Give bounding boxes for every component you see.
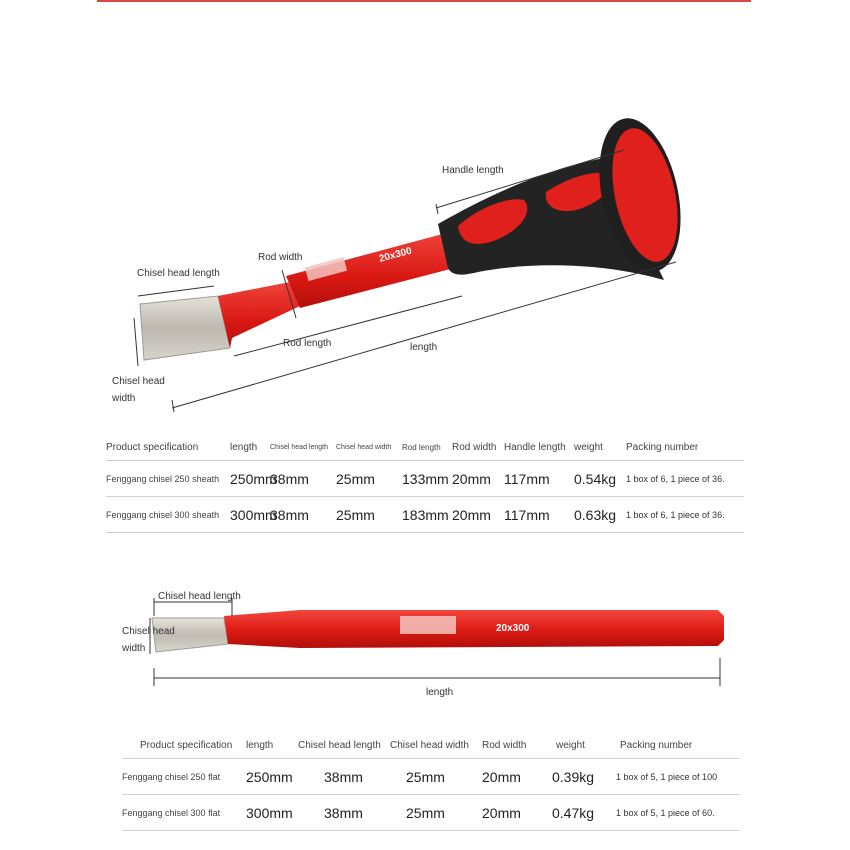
header-rod-width: Rod width [452, 441, 497, 453]
cell-handle-length: 117mm [504, 506, 550, 523]
table-header-row [106, 434, 744, 461]
label-chisel-head-width-2-line2: width [122, 643, 146, 654]
cell-weight: 0.63kg [574, 506, 617, 523]
cell-rod-width: 20mm [482, 768, 521, 785]
cell-product-name: Fenggang chisel 300 flat [122, 807, 221, 818]
sheath-chisel-drawing [140, 111, 693, 360]
sheath-spec-table [106, 434, 744, 533]
cell-head-length: 38mm [270, 470, 309, 487]
label-chisel-head-length-2: Chisel head length [158, 591, 241, 602]
cell-packing: 1 box of 5, 1 piece of 100 [616, 771, 718, 782]
label-chisel-head-width-2-line1: Chisel head [122, 626, 175, 637]
cell-product-name: Fenggang chisel 300 sheath [106, 509, 220, 520]
header-product-specification: Product specification [140, 739, 233, 751]
cell-length: 300mm [230, 506, 277, 523]
cell-handle-length: 117mm [504, 470, 550, 487]
cell-weight: 0.54kg [574, 470, 617, 487]
header-length: length [246, 739, 274, 751]
label-rod-width: Rod width [258, 252, 303, 263]
label-handle-length: Handle length [442, 165, 504, 176]
label-chisel-head-width-line2: width [112, 393, 136, 404]
cell-rod-width: 20mm [452, 470, 491, 487]
cell-packing: 1 box of 6, 1 piece of 36. [626, 509, 725, 520]
rod-marking-2: 20x300 [496, 623, 530, 634]
header-chisel-head-length: Chisel head length [298, 739, 381, 751]
label-length-2: length [426, 687, 454, 698]
cell-weight: 0.39kg [552, 768, 595, 785]
header-weight: weight [574, 441, 603, 453]
cell-head-length: 38mm [324, 804, 363, 821]
header-packing-number: Packing number [620, 739, 693, 751]
cell-head-width: 25mm [336, 506, 375, 523]
cell-rod-length: 183mm [402, 506, 449, 523]
cell-packing: 1 box of 5, 1 piece of 60. [616, 807, 715, 818]
cell-length: 250mm [230, 470, 277, 487]
header-rod-length: Rod length [402, 442, 441, 452]
cell-packing: 1 box of 6, 1 piece of 36. [626, 473, 725, 484]
label-rod-length: Rod length [283, 338, 332, 349]
rod-marking-1: 20x300 [377, 245, 414, 265]
label-chisel-head-length: Chisel head length [137, 268, 220, 279]
header-length: length [230, 441, 258, 453]
table-row [122, 759, 740, 795]
blurred-logo-2 [400, 616, 456, 634]
table-row [122, 795, 740, 831]
cell-length: 250mm [246, 768, 293, 785]
cell-rod-width: 20mm [452, 506, 491, 523]
header-packing-number: Packing number [626, 441, 699, 453]
header-chisel-head-length: Chisel head length [270, 443, 328, 451]
label-length: length [410, 342, 438, 353]
cell-head-width: 25mm [406, 768, 445, 785]
cell-head-length: 38mm [324, 768, 363, 785]
label-chisel-head-width-line1: Chisel head [112, 376, 165, 387]
cell-product-name: Fenggang chisel 250 flat [122, 771, 221, 782]
header-handle-length: Handle length [504, 441, 566, 453]
cell-rod-length: 133mm [402, 470, 449, 487]
cell-length: 300mm [246, 804, 293, 821]
table-row [106, 461, 744, 497]
cell-head-width: 25mm [336, 470, 375, 487]
cell-rod-width: 20mm [482, 804, 521, 821]
flat-chisel-rod [224, 610, 724, 648]
cell-product-name: Fenggang chisel 250 sheath [106, 473, 220, 484]
header-rod-width: Rod width [482, 739, 527, 751]
flat-spec-table [122, 732, 740, 831]
header-product-specification: Product specification [106, 441, 199, 453]
chisel-steel-head [140, 296, 230, 360]
table-row [106, 497, 744, 533]
cell-head-length: 38mm [270, 506, 309, 523]
header-chisel-head-width: Chisel head width [336, 443, 392, 451]
header-weight: weight [556, 739, 585, 751]
table-header-row [122, 732, 740, 759]
cell-weight: 0.47kg [552, 804, 595, 821]
cell-head-width: 25mm [406, 804, 445, 821]
flat-chisel-drawing [152, 610, 724, 652]
header-chisel-head-width: Chisel head width [390, 739, 469, 751]
